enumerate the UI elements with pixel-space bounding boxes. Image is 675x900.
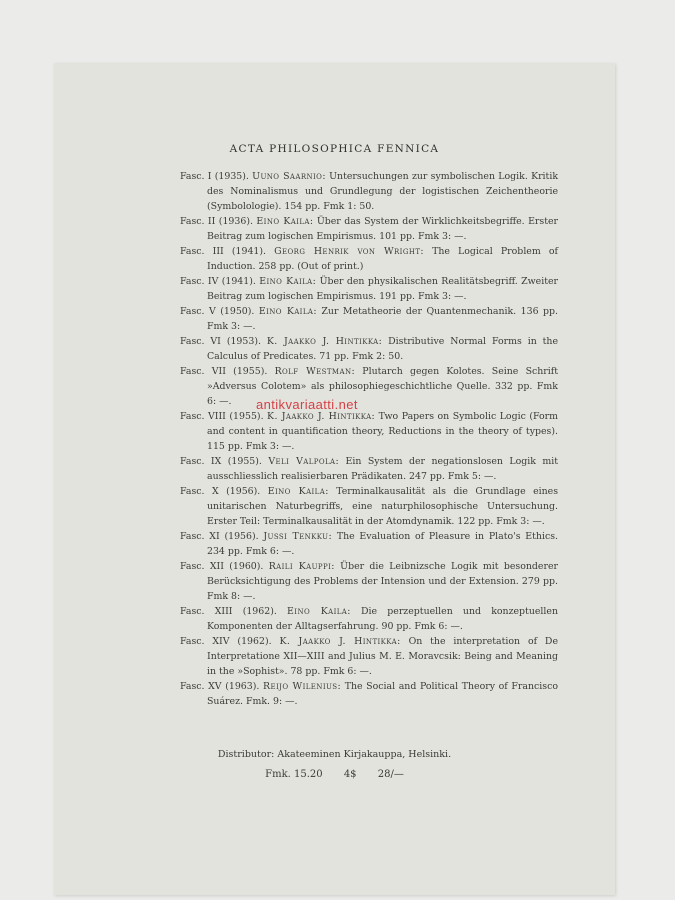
fascicle-text: Untersuchungen zur symbolischen Logik. Kritik des Nominalismus und Grundlegung der logistischen Zeichentheorie (Symbolologie). 154 pp. Fmk 1: 50.: [207, 171, 558, 212]
fascicle-author: K. Jaakko J. Hintikka:: [279, 636, 401, 647]
fascicle-text: The Evaluation of Pleasure in Plato's Ethics. 234 pp. Fmk 6: —.: [207, 531, 558, 557]
fascicle-year: (1936).: [218, 216, 253, 227]
list-item: [180, 679, 558, 709]
list-item: [180, 214, 558, 244]
fascicle-year: (1955).: [233, 366, 268, 377]
fascicle-number: Fasc. XV: [180, 681, 222, 692]
fascicle-year: (1953).: [226, 336, 261, 347]
fascicle-text: Distributive Normal Forms in the Calculus of Predicates. 71 pp. Fmk 2: 50.: [207, 336, 558, 362]
fascicle-number: Fasc. VI: [180, 336, 221, 347]
fascicle-year: (1935).: [214, 171, 249, 182]
price-line: [54, 769, 615, 780]
fascicle-year: (1962).: [242, 606, 277, 617]
fascicle-number: Fasc. XII: [180, 561, 224, 572]
fascicle-number: Fasc. IV: [180, 276, 219, 287]
fascicle-author: Georg Henrik von Wright:: [274, 246, 424, 257]
price-fmk: Fmk. 15.20: [265, 769, 323, 780]
fascicle-text: Die perzeptuellen und konzeptuellen Komponenten der Alltagserfahrung. 90 pp. Fmk 6: —.: [207, 606, 558, 632]
fascicle-year: (1955).: [229, 411, 264, 422]
fascicle-text: Plutarch gegen Kolotes. Seine Schrift »Adversus Colotem» als philosophiegeschichtliche Quelle. 332 pp. Fmk 6: —.: [207, 366, 559, 407]
fascicle-text: The Logical Problem of Induction. 258 pp. (Out of print.): [207, 246, 558, 272]
series-title: ACTA PHILOSOPHICA FENNICA: [229, 143, 440, 155]
list-item: [180, 484, 558, 529]
fascicle-number: Fasc. X: [180, 486, 219, 497]
fascicle-number: Fasc. XI: [180, 531, 220, 542]
fascicle-author: K. Jaakko J. Hintikka:: [267, 411, 376, 422]
fascicle-year: (1955).: [227, 456, 262, 467]
fascicle-list: [180, 169, 558, 709]
fascicle-number: Fasc. VIII: [180, 411, 226, 422]
fascicle-year: (1962).: [237, 636, 272, 647]
list-item: [180, 454, 558, 484]
list-item: [180, 244, 558, 274]
fascicle-author: Eino Kaila:: [256, 216, 314, 227]
watermark-text: antikvariaatti.net: [256, 397, 358, 412]
fascicle-year: (1941).: [231, 246, 267, 257]
fascicle-text: Two Papers on Symbolic Logic (Form and content in quantification theory, Reductions in the theory of types). 115 pp. Fmk 3: —.: [207, 411, 558, 452]
fascicle-year: (1963).: [225, 681, 260, 692]
fascicle-author: Eino Kaila:: [267, 486, 329, 497]
fascicle-text: Terminalkausalität als die Grundlage eines unitarischen Naturbegriffs, eine naturphilosophische Untersuchung. Erster Teil: Terminalkausalität in der Atomdynamik. 122 pp. Fmk 3: —.: [207, 486, 559, 527]
fascicle-author: Reijo Wilenius:: [263, 681, 342, 692]
list-item: [180, 529, 558, 559]
fascicle-number: Fasc. XIV: [180, 636, 230, 647]
fascicle-number: Fasc. III: [180, 246, 224, 257]
fascicle-author: Rolf Westman:: [274, 366, 356, 377]
list-item: [180, 304, 558, 334]
fascicle-author: K. Jaakko J. Hintikka:: [266, 336, 383, 347]
fascicle-author: Uuno Saarnio:: [252, 171, 326, 182]
fascicle-text: Über die Leibnizsche Logik mit besonderer Berücksichtigung des Problems der Intension und der Extension. 279 pp. Fmk 8: —.: [207, 561, 558, 602]
fascicle-author: Eino Kaila:: [258, 306, 317, 317]
fascicle-author: Raili Kauppi:: [268, 561, 335, 572]
fascicle-year: (1960).: [229, 561, 264, 572]
list-item: [180, 604, 558, 634]
price-usd: 4$: [343, 769, 357, 780]
fascicle-year: (1956).: [224, 531, 259, 542]
fascicle-text: Zur Metatheorie der Quantenmechanik. 136 pp. Fmk 3: —.: [207, 306, 558, 332]
fascicle-number: Fasc. I: [180, 171, 212, 182]
price-gbp: 28/—: [377, 769, 404, 780]
list-item: [180, 634, 558, 679]
list-item: [180, 409, 558, 454]
fascicle-author: Eino Kaila:: [287, 606, 351, 617]
fascicle-number: Fasc. II: [180, 216, 216, 227]
list-item: [180, 274, 558, 304]
fascicle-number: Fasc. XIII: [180, 606, 233, 617]
fascicle-author: Veli Valpola:: [268, 456, 340, 467]
list-item: [180, 559, 558, 604]
list-item: [180, 169, 558, 214]
list-item: [180, 334, 558, 364]
fascicle-year: (1956).: [226, 486, 261, 497]
fascicle-text: Ein System der negationslosen Logik mit ausschliesslich realisierbaren Prädikaten. 247 pp. Fmk 5: —.: [207, 456, 558, 482]
distributor-line: Distributor: Akateeminen Kirjakauppa, Helsinki.: [217, 749, 452, 760]
list-item: [180, 364, 558, 409]
fascicle-text: On the interpretation of De Interpretatione XII—XIII and Julius M. E. Moravcsik: Being and Meaning in the »Sophist». 78 pp. Fmk 6: —.: [207, 636, 558, 677]
fascicle-text: The Social and Political Theory of Francisco Suárez. Fmk. 9: —.: [207, 681, 558, 707]
fascicle-text: Über das System der Wirklichkeitsbegriffe. Erster Beitrag zum logischen Empirismus. 101 pp. Fmk 3: —.: [207, 216, 559, 242]
fascicle-number: Fasc. V: [180, 306, 216, 317]
fascicle-author: Jussi Tenkku:: [263, 531, 333, 542]
fascicle-number: Fasc. VII: [180, 366, 226, 377]
fascicle-text: Über den physikalischen Realitätsbegriff. Zweiter Beitrag zum logischen Empirismus. 191 pp. Fmk 3: —.: [207, 276, 559, 302]
fascicle-year: (1941).: [221, 276, 256, 287]
fascicle-year: (1950).: [220, 306, 255, 317]
back-cover-page: [54, 63, 615, 895]
fascicle-number: Fasc. IX: [180, 456, 222, 467]
fascicle-author: Eino Kaila:: [259, 276, 317, 287]
